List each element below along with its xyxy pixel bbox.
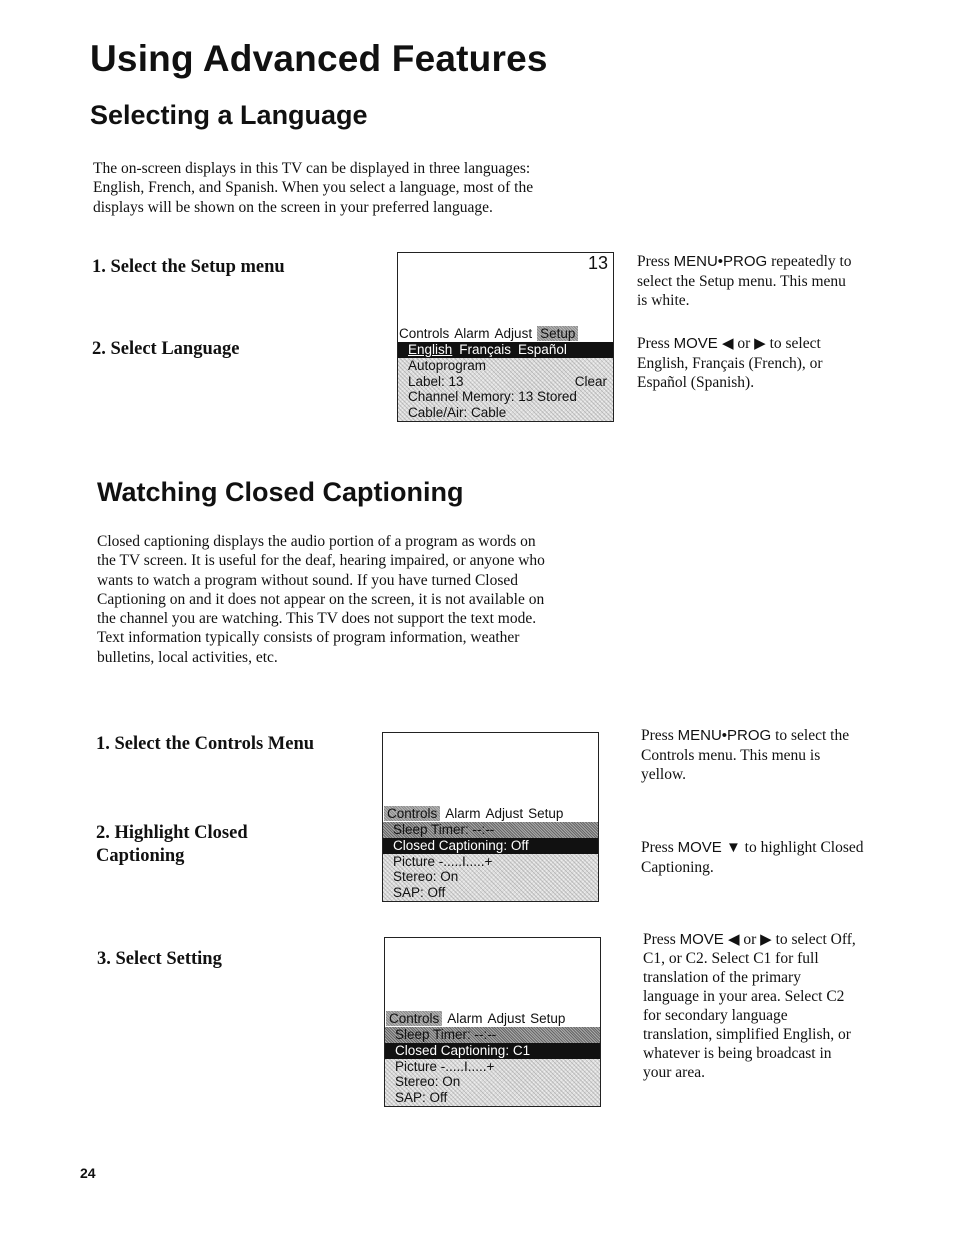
menu-row-label: Cable/Air: Cable: [408, 405, 507, 421]
menu-tab-controls: Controls: [386, 1011, 442, 1026]
language-option-spanish: Español: [518, 341, 567, 357]
language-note-2: Press MOVE ◀ or ▶ to select English, Français (French), or Español (Spanish).: [637, 335, 823, 391]
menu-tab-controls: Controls: [384, 806, 440, 821]
menu-row-label: Channel Memory: 13 Stored: [408, 389, 577, 405]
menu-tab-setup: Setup: [528, 805, 564, 821]
menu-row: SAP: Off: [395, 1090, 448, 1106]
captioning-intro: Closed captioning displays the audio portion of a program as words on the TV screen. It is useful for the deaf, hearing impaired, or anyone who wants to watch a program without sound. If you have turned Closed Captioning on and it does not appear on the screen, it is not available on the channel you are watching. This TV does not support the text mode. Text information typically consists of program information, weather bulletins, local activities, etc.: [97, 533, 545, 666]
setup-options: [398, 358, 613, 421]
controls-menu: [383, 806, 598, 901]
captioning-step-3: 3. Select Setting: [97, 949, 222, 969]
captioning-note-2: Press MOVE ▼ to highlight Closed Captioning.: [641, 839, 864, 876]
menu-row: SAP: Off: [393, 885, 446, 901]
controls-menu-screen-c1: [384, 937, 601, 1107]
menu-row-value: Clear: [574, 373, 607, 389]
controls-options: [383, 854, 598, 901]
language-section-heading: Selecting a Language: [90, 100, 368, 130]
captioning-step-2: 2. Highlight Closed Captioning: [96, 823, 248, 866]
language-note-1: Press MENU•PROG repeatedly to select the Setup menu. This menu is white.: [637, 253, 852, 309]
menu-tab-alarm: Alarm: [447, 1010, 483, 1026]
menu-tab-setup: Setup: [530, 1010, 566, 1026]
menu-tab-adjust: Adjust: [485, 805, 524, 821]
menu-row: [398, 389, 613, 405]
menu-row: Picture -.....I.....+: [395, 1058, 495, 1074]
menu-row: Stereo: On: [393, 869, 459, 885]
language-step-2: 2. Select Language: [92, 339, 240, 359]
menu-row-sleep-timer: Sleep Timer: --:--: [383, 822, 598, 838]
controls-menu-screen-off: [382, 732, 599, 902]
captioning-section-heading: Watching Closed Captioning: [97, 477, 464, 507]
menu-row: [398, 374, 613, 390]
captioning-note-3: Press MOVE ◀ or ▶ to select Off, C1, or C2. Select C1 for full translation of the primary language in your area. Select C2 for secondary language translation, simplified English, or whatever is being broadcast in your area.: [643, 931, 856, 1081]
closed-captioning-row: Closed Captioning: C1: [385, 1043, 600, 1059]
language-step-1: 1. Select the Setup menu: [92, 257, 285, 277]
menu-bar: [385, 1011, 600, 1027]
menu-row-label: Autoprogram: [408, 357, 487, 373]
menu-bar: [398, 326, 613, 342]
setup-menu: [398, 326, 613, 421]
menu-row-label: Label: 13: [408, 373, 464, 389]
menu-tab-controls: Controls: [399, 325, 450, 341]
captioning-note-1: Press MENU•PROG to select the Controls menu. This menu is yellow.: [641, 727, 850, 783]
menu-tab-alarm: Alarm: [454, 325, 490, 341]
captioning-step-1: 1. Select the Controls Menu: [96, 734, 315, 754]
menu-tab-alarm: Alarm: [445, 805, 481, 821]
setup-menu-screen: [397, 252, 614, 422]
menu-tab-adjust: Adjust: [487, 1010, 526, 1026]
controls-menu: [385, 1011, 600, 1106]
language-option-english: English: [408, 341, 453, 357]
menu-row: Stereo: On: [395, 1074, 461, 1090]
menu-row: [398, 405, 613, 421]
page-number: 24: [80, 1165, 96, 1181]
menu-bar: [383, 806, 598, 822]
language-intro: The on-screen displays in this TV can be displayed in three languages: English, French, and Spanish. When you select a language, most of the displays will be shown on the screen in your preferred language.: [93, 160, 534, 216]
channel-number: 13: [587, 253, 608, 273]
menu-row-sleep-timer: Sleep Timer: --:--: [385, 1027, 600, 1043]
menu-tab-setup: Setup: [537, 326, 578, 341]
menu-row: [398, 358, 613, 374]
language-option-french: Français: [459, 341, 512, 357]
menu-tab-adjust: Adjust: [494, 325, 533, 341]
page-title: Using Advanced Features: [90, 38, 548, 79]
language-options-row: [398, 342, 613, 358]
closed-captioning-row: Closed Captioning: Off: [383, 838, 598, 854]
menu-row: Picture -.....I.....+: [393, 853, 493, 869]
controls-options: [385, 1059, 600, 1106]
